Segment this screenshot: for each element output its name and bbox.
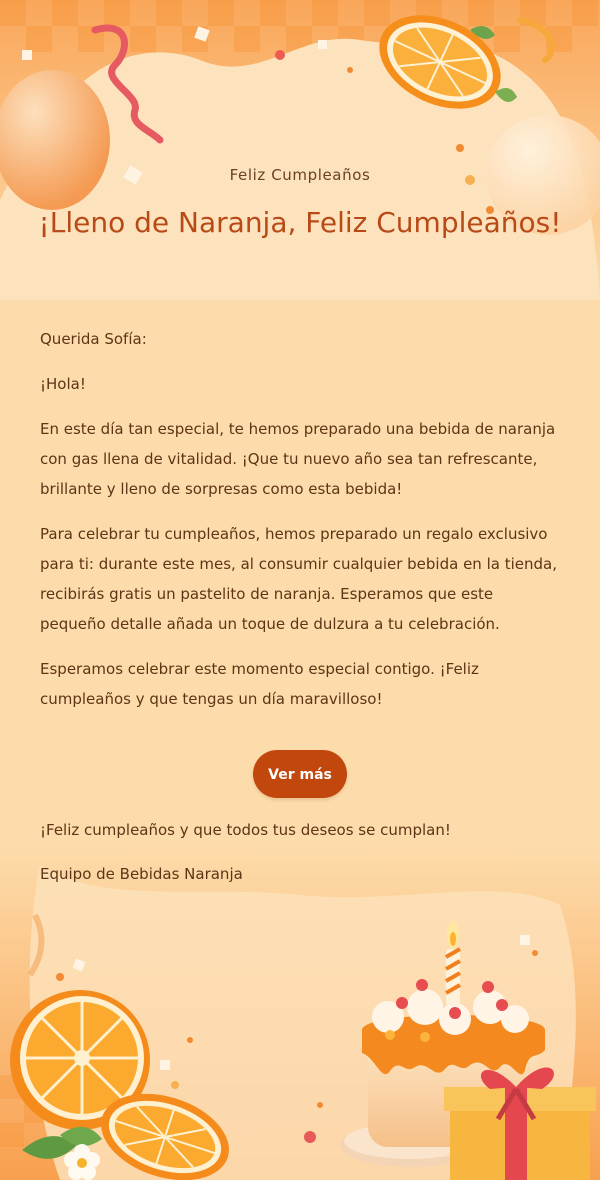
paragraph-2: Para celebrar tu cumpleaños, hemos preparado un regalo exclusivo para ti: durante este mes, al consumir cualquier bebida en la tienda, recibirás gratis un pastelito de naranja. Esperamos que este pequeño detalle añada un toque de dulzura a tu celebración. [40, 525, 557, 633]
header [0, 0, 600, 300]
page-title: ¡Lleno de Naranja, Feliz Cumpleaños! [38, 206, 562, 239]
signature: Equipo de Bebidas Naranja [40, 865, 243, 883]
closing-wish: ¡Feliz cumpleaños y que todos tus deseos se cumplan! [40, 821, 451, 839]
greeting: Querida Sofía: [40, 330, 147, 348]
cta-container [0, 750, 600, 798]
paragraph-1: En este día tan especial, te hemos preparado una bebida de naranja con gas llena de vitalidad. ¡Que tu nuevo año sea tan refrescante, brillante y lleno de sorpresas como esta bebida! [40, 420, 556, 498]
paragraph-3: Esperamos celebrar este momento especial contigo. ¡Feliz cumpleaños y que tengas un día maravilloso! [40, 660, 479, 708]
ver-mas-button[interactable]: Ver más [253, 750, 347, 798]
eyebrow-text: Feliz Cumpleaños [229, 166, 371, 184]
closing-section [40, 816, 560, 904]
hello-text: ¡Hola! [40, 375, 86, 393]
message-body [40, 324, 560, 729]
candle-icon [446, 921, 460, 1005]
